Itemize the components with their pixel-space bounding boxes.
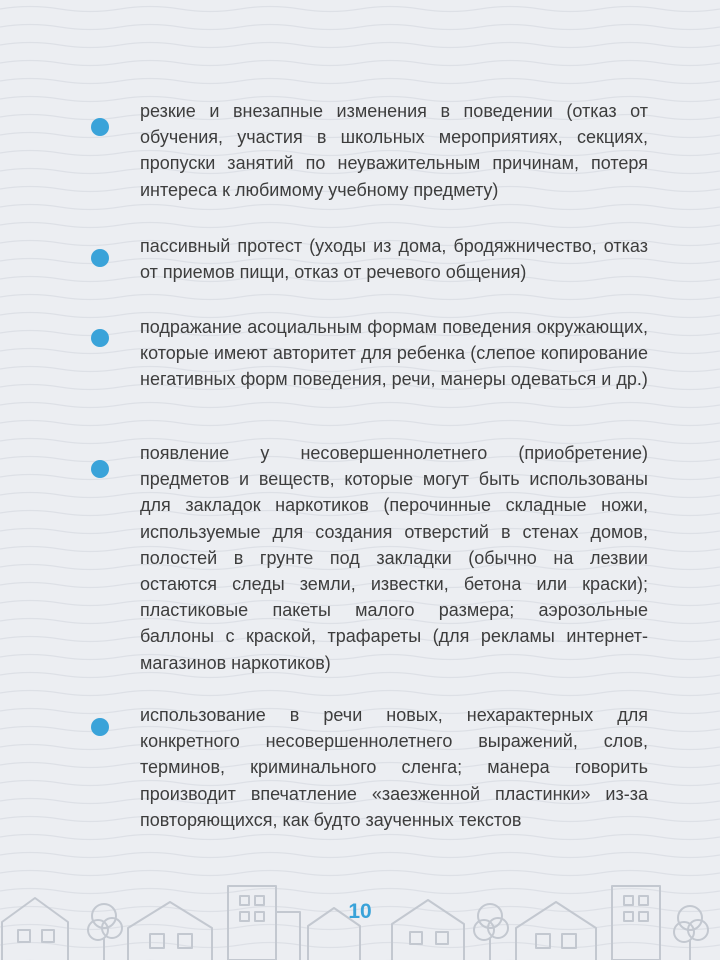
list-item-text: появление у несовершеннолетнего (приобретение) предметов и веществ, которые могут быть использованы для закладок наркотиков (перочинные складные ножи, используемые для создания отверстий в стенах домов, полостей в грунте под закладки (обычно на лезвии остаются следы земли, известки, бетона или краски); пластиковые пакеты малого размера; аэрозольные баллоны с краской, трафареты (для рекламы интернет-магазинов наркотиков) [140,443,648,673]
list-item-text: подражание асоциальным формам поведения окружающих, которые имеют авторитет для ребенка (слепое копирование негативных форм поведения, речи, манеры одеваться и др.) [140,317,648,390]
bullet-dot-icon [91,249,109,267]
bullet-dot-icon [91,329,109,347]
list-item-text: резкие и внезапные изменения в поведении (отказ от обучения, участия в школьных мероприятиях, секциях, пропуски занятий по неуважительным причинам, потеря интереса к любимому учебному предмету) [140,101,648,200]
list-item-text: использование в речи новых, нехарактерных для конкретного несовершеннолетнего выражений, слов, терминов, криминального сленга; манера говорить производит впечатление «заезженной пластинки» из-за повторяющихся, как будто заученных текстов [140,705,648,830]
bullet-dot-icon [91,118,109,136]
list-item-text: пассивный протест (уходы из дома, бродяжничество, отказ от приемов пищи, отказ от речевого общения) [140,236,648,283]
page-number: 10 [348,900,372,923]
bullet-dot-icon [91,718,109,736]
bullet-dot-icon [91,460,109,478]
